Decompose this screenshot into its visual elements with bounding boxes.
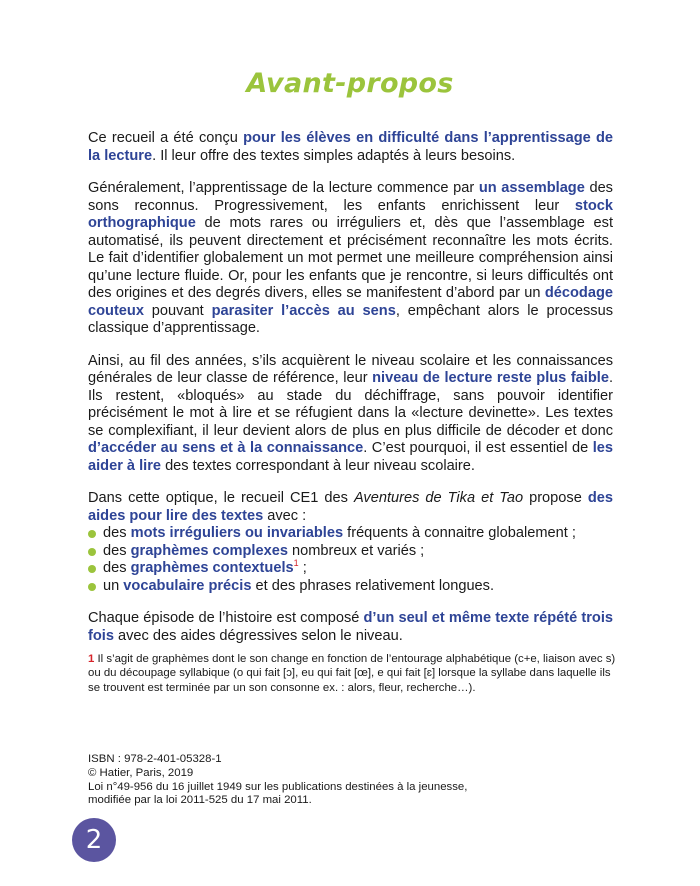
footnote-text: Il s’agit de graphèmes dont le son change en fonction de l’entourage alphabétique (c+e, liaison avec s) ou du découpage syllabique (o qui fait [ɔ], eu qui fait [œ], e qui fait [ɛ] lorsque la syllabe dans laquelle ils se trouvent est terminée par un son consonne ex. : alors, fleur, recherche…). bbox=[88, 653, 616, 694]
imprint bbox=[88, 753, 508, 808]
list-item: des graphèmes contextuels$^1$ ; bbox=[88, 560, 613, 578]
isbn: ISBN : 978-2-401-05328-1 bbox=[88, 753, 222, 765]
highlight-text: parasiter l’accès au sens bbox=[211, 302, 396, 319]
book-title: Aventures de Tika et Tao bbox=[353, 490, 524, 506]
bullet-dot-icon bbox=[88, 583, 96, 591]
aids-list bbox=[88, 525, 613, 595]
highlight-text: un assemblage bbox=[478, 180, 585, 196]
paragraph-3: Ainsi, au fil des années, s’ils acquièrent le niveau scolaire et les connaissances générales de leur classe de référence, leur niveau de lecture reste plus faible. Ils restent, «bloqués» au stade du déchiffrage, sans pouvoir identifier précisément le mot à lire et se réfugient dans la «lecture devinette». Les textes se complexifiant, il leur devient alors de plus en plus difficile de décoder et donc d’accéder au sens et à la connaissance. C’est pourquoi, il est essentiel de les aider à lire des textes correspondant à leur niveau scolaire. bbox=[88, 352, 614, 474]
highlight-text: niveau de lecture reste plus faible bbox=[372, 370, 609, 386]
highlight-text: mots irréguliers ou invariables bbox=[130, 525, 344, 541]
page-title: Avant-propos bbox=[246, 68, 454, 99]
highlight-text: d’un seul et même texte répété trois fois bbox=[88, 610, 613, 644]
page-number: 2 bbox=[85, 825, 103, 855]
list-item: des graphèmes complexes nombreux et variés ; bbox=[88, 543, 613, 561]
footnote-number: 1 bbox=[88, 653, 95, 665]
bullet-dot-icon bbox=[88, 548, 96, 556]
page-number-badge bbox=[72, 818, 116, 862]
highlight-text: pour les élèves en difficulté dans l’apprentissage de la lecture bbox=[88, 130, 614, 164]
highlight-text: vocabulaire précis bbox=[123, 577, 252, 594]
list-item: un vocabulaire précis et des phrases relativement longues. bbox=[88, 578, 613, 596]
paragraph-5: Chaque épisode de l’histoire est composé d’un seul et même texte répété trois fois avec des aides dégressives selon le niveau. bbox=[88, 610, 613, 644]
list-item: des mots irréguliers ou invariables fréquents à connaitre globalement ; bbox=[88, 525, 613, 543]
bullet-dot-icon bbox=[88, 530, 96, 538]
paragraph-2: Généralement, l’apprentissage de la lecture commence par un assemblage des sons reconnus. Progressivement, les enfants enrichissent leur stock orthographique de mots rares ou irréguliers et, dès que l’assemblage est automatisé, ils peuvent directement et précisément reconnaître les mots écrits. Le fait d’identifier globalement un mot permet une meilleure compréhension ainsi qu’une lecture fluide. Or, pour les enfants que je rencontre, si leurs difficultés ont des origines et des degrés divers, elles se manifestent d’abord par un décodage couteux pouvant parasiter l’accès au sens, empêchant alors le processus classique d’apprentissage. bbox=[88, 180, 613, 336]
highlight-text: décodage couteux bbox=[88, 285, 613, 319]
highlight-text: graphèmes contextuels bbox=[130, 560, 294, 576]
law-notice-amendment: modifiée par la loi 2011-525 du 17 mai 2011. bbox=[88, 794, 312, 807]
law-notice: Loi n°49-956 du 16 juillet 1949 sur les publications destinées à la jeunesse, bbox=[88, 780, 468, 793]
paragraph-1: Ce recueil a été conçu pour les élèves en difficulté dans l’apprentissage de la lecture. Il leur offre des textes simples adaptés à leurs besoins. bbox=[88, 130, 614, 164]
paragraph-4: Dans cette optique, le recueil CE1 des Aventures de Tika et Tao propose des aides pour lire des textes avec : bbox=[88, 490, 613, 524]
highlight-text: d’accéder au sens et à la connaissance bbox=[88, 440, 364, 456]
highlight-text: stock orthographique bbox=[88, 197, 613, 231]
footnote bbox=[88, 652, 620, 695]
copyright: © Hatier, Paris, 2019 bbox=[88, 766, 194, 779]
highlight-text: graphèmes complexes bbox=[130, 542, 288, 559]
foreword-body bbox=[88, 130, 613, 660]
bullet-dot-icon bbox=[88, 565, 96, 573]
footnote-reference: 1 bbox=[293, 558, 299, 569]
highlight-text: des aides pour lire des textes bbox=[88, 490, 613, 524]
highlight-text: les aider à lire bbox=[88, 440, 614, 474]
